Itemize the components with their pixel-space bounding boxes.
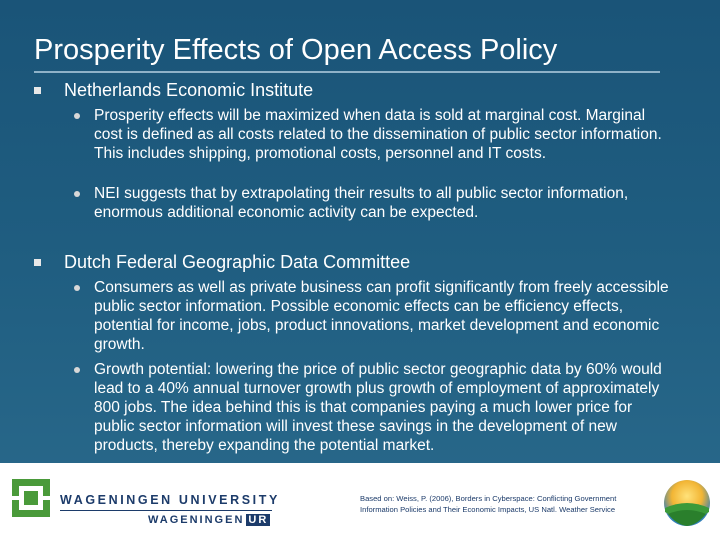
bullet-text: NEI suggests that by extrapolating their results to all public sector information, enormous additional economic activity can be expected. <box>94 185 629 221</box>
round-bullet-icon <box>74 191 80 197</box>
source-line: Based on: Weiss, P. (2006), Borders in Cyberspace: Conflicting Government <box>360 494 617 503</box>
round-bullet-icon <box>74 285 80 291</box>
university-sub-text: WAGENINGEN <box>148 514 245 526</box>
bullet-text: Consumers as well as private business can profit significantly from freely accessible public sector information. Possible economic effects can be efficiency effects, potential for income, jobs, product innovations, market development and economic growth. <box>94 279 669 353</box>
wageningen-logo-icon <box>12 479 50 517</box>
slide-title: Prosperity Effects of Open Access Policy <box>34 34 558 66</box>
university-name: WAGENINGEN UNIVERSITY <box>60 493 280 507</box>
section-heading: Dutch Federal Geographic Data Committee <box>64 252 411 272</box>
square-bullet-icon <box>34 259 41 266</box>
square-bullet-icon <box>34 87 41 94</box>
bullet-text: Prosperity effects will be maximized when data is sold at marginal cost. Marginal cost is defined as all costs related to the dissemination of public sector information. This includes shipping, promotional costs, personnel and IT costs. <box>94 107 662 162</box>
globe-logo-icon <box>662 478 712 528</box>
source-citation <box>360 493 670 515</box>
section-heading: Netherlands Economic Institute <box>64 80 314 100</box>
university-divider <box>60 510 272 511</box>
university-sub <box>148 514 270 526</box>
slide-footer <box>0 463 720 540</box>
source-line: Information Policies and Their Economic Impacts, US Natl. Weather Service <box>360 505 616 514</box>
bullet-text: Growth potential: lowering the price of public sector geographic data by 60% would lead to a 40% annual turnover growth plus growth of employment of approximately 800 jobs. The idea behind this is that companies paying a much lower price for public sector information will invest these savings in the development of new products, thereby expanding the potential market. <box>94 361 662 454</box>
round-bullet-icon <box>74 367 80 373</box>
university-ur-badge: UR <box>248 514 269 526</box>
round-bullet-icon <box>74 113 80 119</box>
title-divider <box>34 71 660 73</box>
